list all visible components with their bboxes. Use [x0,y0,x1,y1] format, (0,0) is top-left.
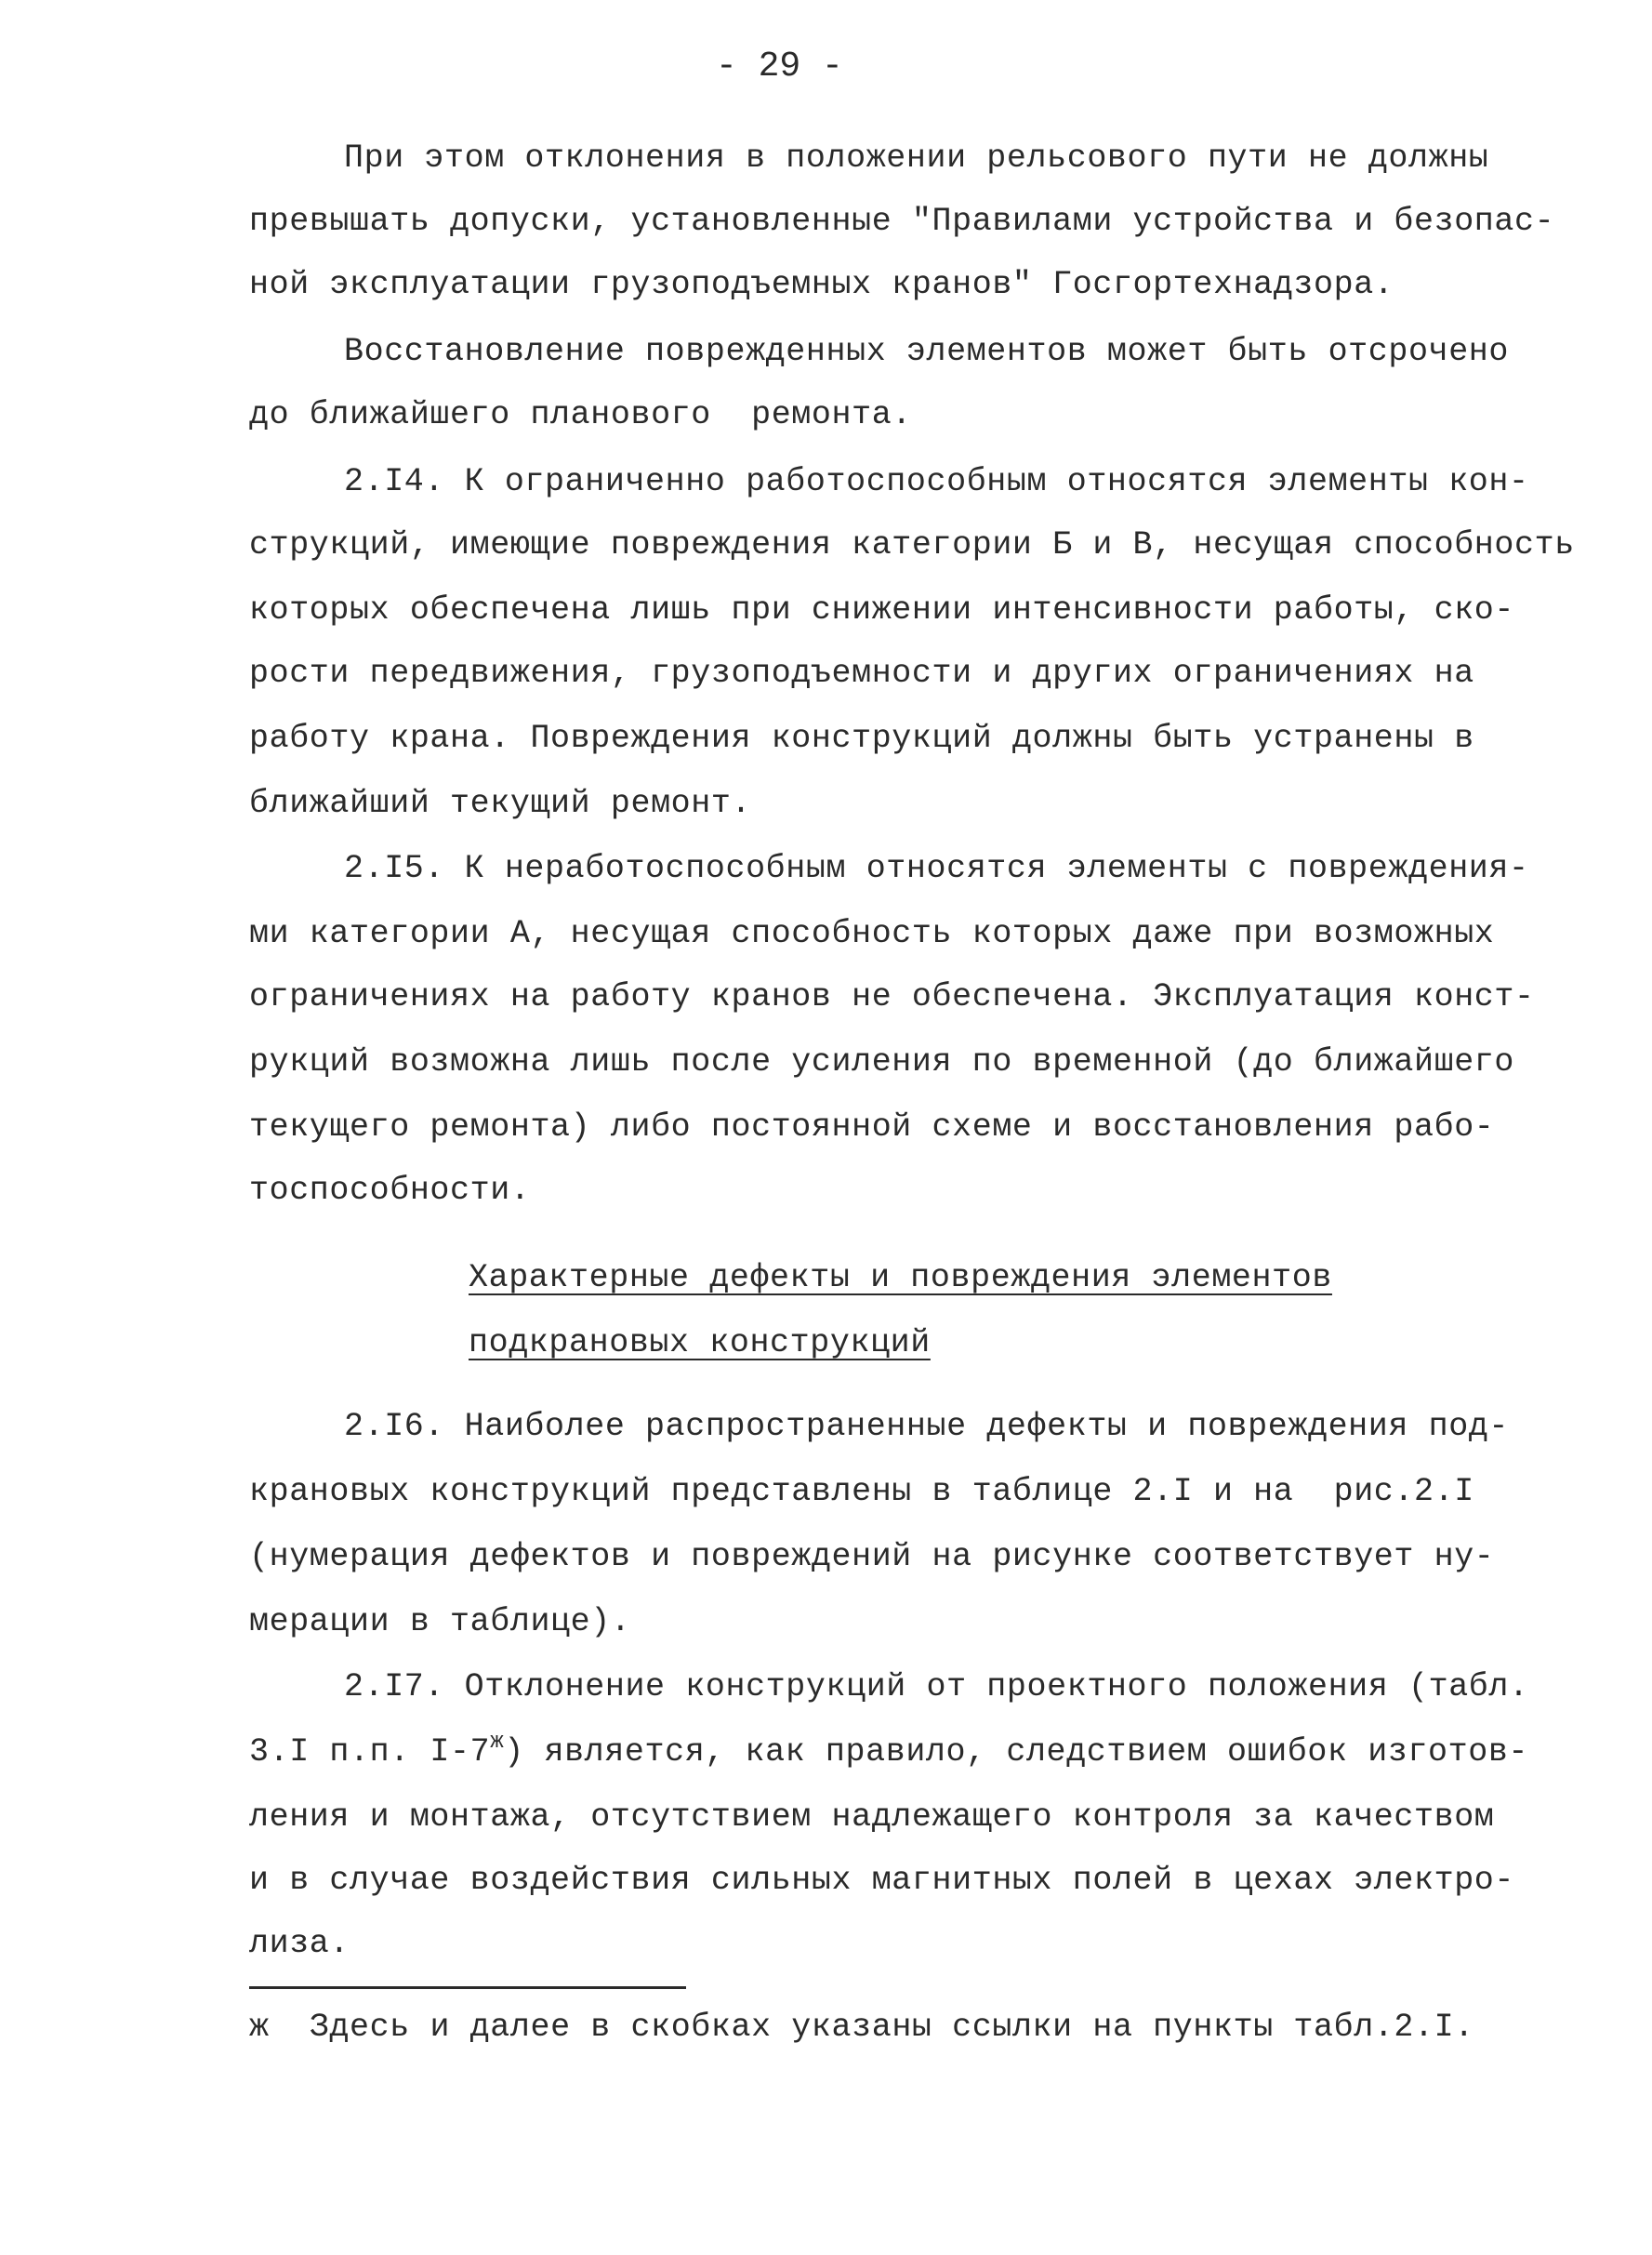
section-heading-line-1: Характерные дефекты и повреждения элементов [469,1259,1332,1296]
footnote-mark: ж [249,2009,270,2046]
paragraph-2-15-line-4: рукций возможна лишь после усиления по временной (до ближайшего [249,1043,1515,1081]
paragraph-2-16-line-3: (нумерация дефектов и повреждений на рисунке соответствует ну- [249,1538,1495,1575]
paragraph-1-line-3: ной эксплуатации грузоподъемных кранов" Госгортехнадзора. [249,266,1394,303]
paragraph-2-15-line-2: ми категории А, несущая способность которых даже при возможных [249,915,1495,952]
paragraph-1-line-2: превышать допуски, установленные "Правилами устройства и безопас- [249,203,1555,240]
paragraph-2-16-line-2: крановых конструкций представлены в таблице 2.I и на рис.2.I [249,1473,1474,1510]
section-heading-line-2: подкрановых конструкций [469,1324,931,1361]
paragraph-2-17-line-3: ления и монтажа, отсутствием надлежащего контроля за качеством [249,1798,1495,1836]
paragraph-2-17-line-2-start: 3.I п.п. I-7 [249,1733,491,1771]
footnote-separator [249,1986,686,1989]
footnote [249,2007,1474,2048]
paragraph-2-14-line-6: ближайший текущий ремонт. [249,785,752,822]
paragraph-2-15-line-1: 2.I5. К неработоспособным относятся элементы с повреждения- [344,850,1529,887]
page-number: - 29 - [716,46,843,86]
paragraph-2-line-2: до ближайшего планового ремонта. [249,396,912,433]
paragraph-2-16-line-4: мерации в таблице). [249,1603,631,1640]
paragraph-2-14-line-4: рости передвижения, грузоподъемности и других ограничениях на [249,655,1474,692]
paragraph-2-line-1: Восстановление поврежденных элементов может быть отсрочено [344,333,1509,370]
paragraph-2-15-line-5: текущего ремонта) либо постоянной схеме и восстановления рабо- [249,1108,1495,1146]
footnote-reference-mark: ж [490,1730,505,1755]
paragraph-2-16-line-1: 2.I6. Наиболее распространенные дефекты и повреждения под- [344,1408,1509,1445]
paragraph-2-17-line-2-end: ) является, как правило, следствием ошибок изготов- [504,1733,1529,1771]
paragraph-2-14-line-5: работу крана. Повреждения конструкций должны быть устранены в [249,720,1474,757]
paragraph-2-15-line-6: тоспособности. [249,1172,531,1209]
paragraph-2-17-line-1: 2.I7. Отклонение конструкций от проектного положения (табл. [344,1668,1529,1705]
paragraph-2-14-line-3: которых обеспечена лишь при снижении интенсивности работы, ско- [249,591,1515,629]
paragraph-2-15-line-3: ограничениях на работу кранов не обеспечена. Эксплуатация конст- [249,978,1535,1015]
paragraph-1-line-1: При этом отклонения в положении рельсового пути не должны [344,139,1489,177]
paragraph-2-17-line-4: и в случае воздействия сильных магнитных полей в цехах электро- [249,1862,1515,1899]
paragraph-2-14-line-1: 2.I4. К ограниченно работоспособным относятся элементы кон- [344,463,1529,500]
paragraph-2-14-line-2: струкций, имеющие повреждения категории Б и В, несущая способность [249,526,1575,564]
paragraph-2-17-line-2 [249,1731,1528,1772]
paragraph-2-17-line-5: лиза. [249,1925,350,1962]
footnote-text: Здесь и далее в скобках указаны ссылки на пункты табл.2.I. [309,2009,1474,2046]
